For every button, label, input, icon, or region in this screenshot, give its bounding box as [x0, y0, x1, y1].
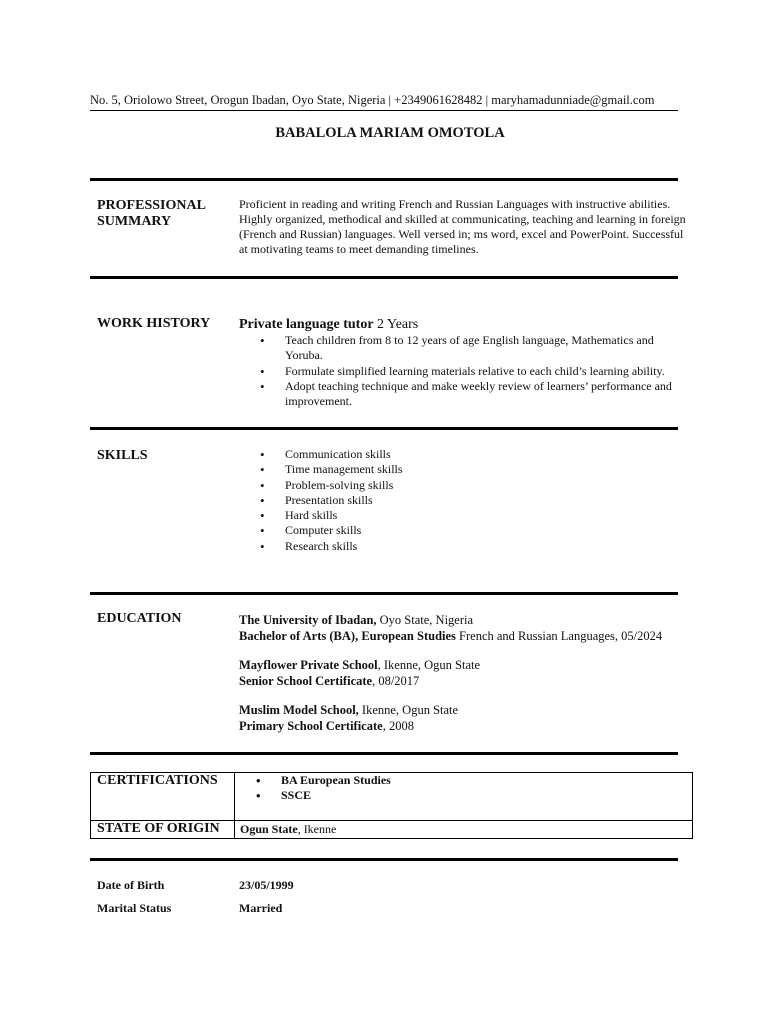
contact-line: No. 5, Oriolowo Street, Orogun Ibadan, Oyo State, Nigeria | +2349061628482 | maryhamadunniade@gmail.com: [90, 93, 678, 111]
qualification: Senior School Certificate: [239, 673, 373, 688]
school-name: Muslim Model School,: [239, 703, 359, 717]
skill-item: • Presentation skills: [239, 493, 689, 508]
state-of-origin-heading: STATE OF ORIGIN: [91, 821, 235, 839]
section-divider: [90, 752, 678, 755]
duties-list: [239, 333, 689, 409]
dob-value: 23/05/1999: [239, 878, 294, 892]
duty-item: • Teach children from 8 to 12 years of age English language, Mathematics and Yoruba.: [239, 333, 689, 364]
skill-item: • Hard skills: [239, 508, 689, 523]
qualification: Bachelor of Arts (BA), European Studies: [239, 628, 456, 643]
skill-item: • Problem-solving skills: [239, 478, 689, 493]
job-duration: 2 Years: [373, 317, 419, 332]
summary-heading: [97, 198, 206, 230]
origin-state: Ogun State: [240, 822, 298, 836]
skill-item: • Time management skills: [239, 462, 689, 477]
certifications-row: [91, 773, 693, 821]
section-divider: [90, 858, 678, 861]
skills-heading: SKILLS: [97, 448, 148, 463]
dob-label: Date of Birth: [97, 878, 165, 892]
education-content: [239, 613, 689, 734]
school-location: Ikenne, Ogun State: [358, 703, 459, 717]
origin-town: , Ikenne: [297, 822, 337, 836]
certifications-list: [235, 773, 692, 804]
section-divider: [90, 276, 678, 279]
skill-item: • Research skills: [239, 539, 689, 554]
skill-item: • Computer skills: [239, 523, 689, 538]
section-divider: [90, 178, 678, 181]
qualification-details: , 08/2017: [372, 673, 420, 688]
origin-row: [91, 821, 693, 839]
job-line: [239, 316, 689, 333]
education-entry: [239, 658, 689, 689]
certification-item: • BA European Studies: [235, 773, 692, 788]
qualification-details: , 2008: [382, 718, 414, 733]
education-entry: [239, 613, 689, 644]
summary-heading-line1: PROFESSIONAL: [97, 198, 206, 213]
school-location: Oyo State, Nigeria: [376, 613, 474, 627]
skills-list: [239, 447, 689, 554]
section-divider: [90, 427, 678, 430]
summary-heading-line2: SUMMARY: [97, 214, 172, 229]
certifications-heading: CERTIFICATIONS: [91, 773, 235, 821]
certification-item: • SSCE: [235, 788, 692, 803]
marital-status-label: Marital Status: [97, 901, 172, 915]
summary-text: Proficient in reading and writing French and Russian Languages with instructive abilities. Highly organized, methodical and skilled at communicating, teaching and learning in foreign (French and Russian) languages. Well versed in; ms word, excel and PowerPoint. Successful at motivating teams to meet demanding timelines.: [239, 197, 686, 256]
education-entry: [239, 703, 689, 734]
qualification: Primary School Certificate: [239, 718, 383, 733]
certifications-cell: [235, 773, 693, 821]
marital-status-value: Married: [239, 901, 283, 915]
education-heading: EDUCATION: [97, 611, 182, 626]
job-title: Private language tutor: [239, 317, 374, 332]
school-name: Mayflower Private School: [239, 658, 378, 672]
work-history-heading: WORK HISTORY: [97, 316, 211, 331]
school-location: , Ikenne, Ogun State: [377, 658, 481, 672]
candidate-name: BABALOLA MARIAM OMOTOLA: [275, 125, 505, 141]
school-name: The University of Ibadan,: [239, 613, 377, 627]
state-of-origin-value: [235, 821, 693, 839]
qualification-details: French and Russian Languages, 05/2024: [455, 628, 663, 643]
duty-item: • Adopt teaching technique and make weekly review of learners’ performance and improvement.: [239, 379, 689, 410]
duty-item: • Formulate simplified learning materials relative to each child’s learning ability.: [239, 364, 689, 379]
skill-item: • Communication skills: [239, 447, 689, 462]
certifications-table: [90, 772, 693, 839]
work-history-content: [239, 316, 689, 409]
skills-content: [239, 447, 689, 554]
section-divider: [90, 592, 678, 595]
